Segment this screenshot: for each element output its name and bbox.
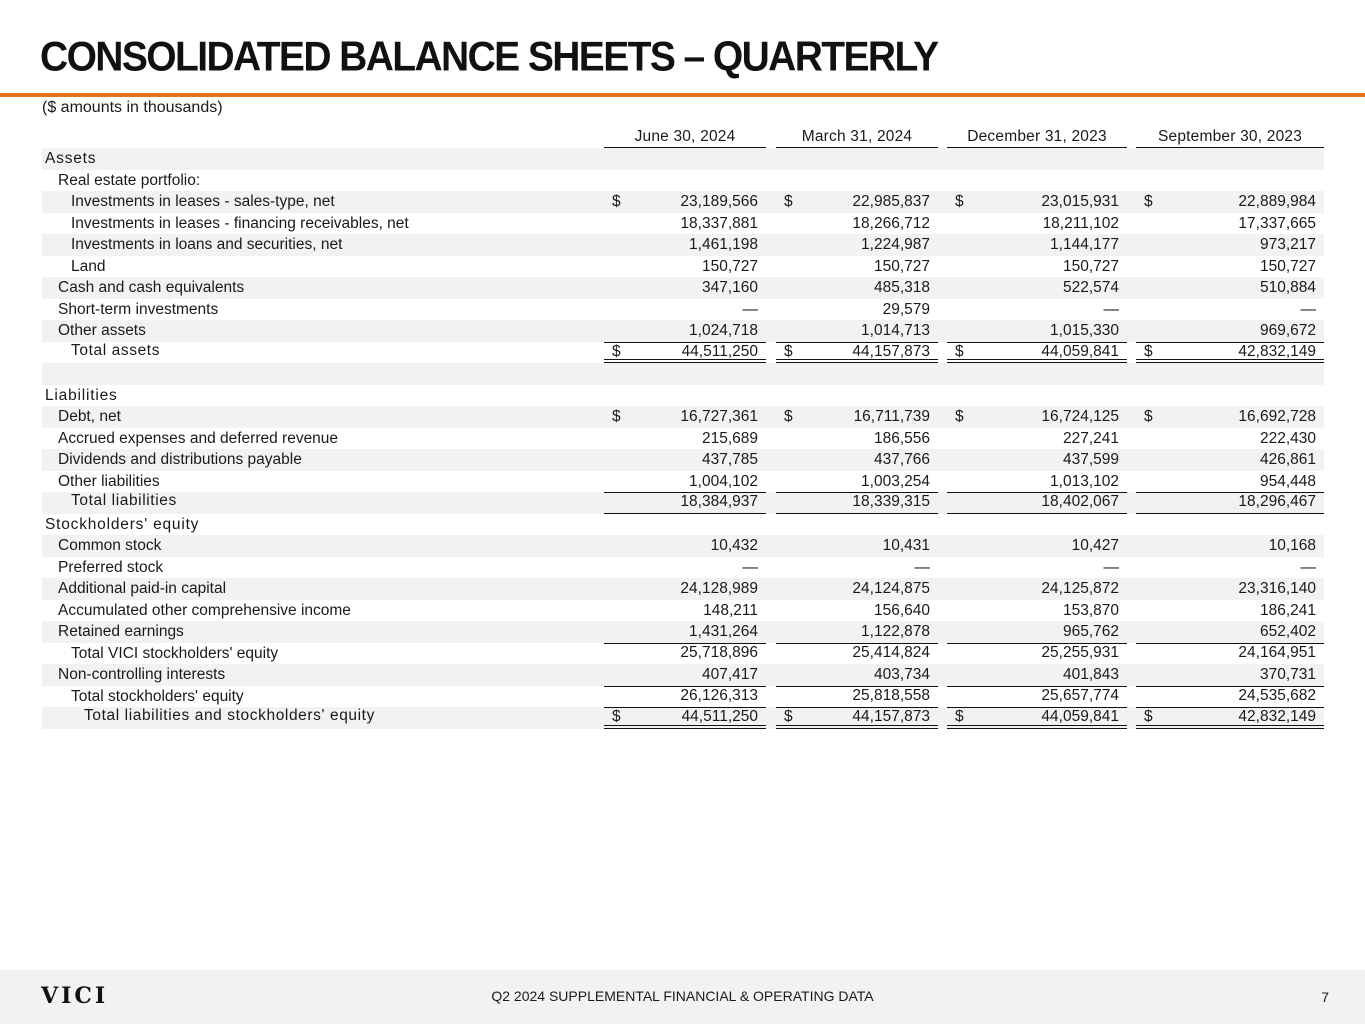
cell-value: —: [1103, 300, 1119, 318]
value-cell: [776, 191, 938, 213]
cell-value: 10,168: [1268, 537, 1316, 554]
value-cell: [604, 342, 766, 364]
value-cell: [776, 643, 938, 665]
row-label: Additional paid-in capital: [58, 580, 227, 597]
value-cell: [776, 578, 938, 600]
cell-value: 16,724,125: [1041, 408, 1119, 425]
cell-value: 370,731: [1259, 666, 1316, 683]
table-row: [42, 406, 1324, 428]
row-label: Total VICI stockholders' equity: [71, 644, 279, 662]
value-cell: [776, 535, 938, 557]
cell-value: 25,818,558: [852, 686, 930, 704]
table-row: [42, 299, 1324, 321]
cell-value: 24,535,682: [1238, 686, 1316, 704]
value-cell: [1136, 449, 1324, 471]
cell-value: 1,224,987: [861, 236, 930, 253]
value-cell: [1136, 277, 1324, 299]
currency-symbol: $: [612, 193, 621, 210]
cell-value: 227,241: [1062, 429, 1119, 447]
value-cell: [947, 557, 1127, 579]
value-cell: [776, 277, 938, 299]
cell-value: 29,579: [882, 300, 930, 318]
table-row: [42, 256, 1324, 278]
cell-value: 23,015,931: [1041, 193, 1119, 210]
table-row: [42, 643, 1324, 665]
value-cell: [776, 686, 938, 708]
cell-value: 18,266,712: [852, 214, 930, 232]
value-cell: [947, 277, 1127, 299]
value-cell: [604, 621, 766, 643]
value-cell: [947, 578, 1127, 600]
cell-value: 24,124,875: [852, 580, 930, 597]
spacer-row: [42, 363, 1324, 385]
value-cell: [604, 535, 766, 557]
cell-value: 24,125,872: [1041, 580, 1119, 597]
cell-value: 25,718,896: [680, 643, 758, 661]
value-cell: [947, 471, 1127, 493]
cell-value: —: [742, 558, 758, 576]
cell-value: 652,402: [1259, 623, 1316, 640]
value-cell: [604, 471, 766, 493]
table-row: [42, 664, 1324, 686]
value-cell: [776, 234, 938, 256]
value-cell: [776, 213, 938, 235]
value-cell: [604, 449, 766, 471]
value-cell: [604, 299, 766, 321]
cell-value: 186,241: [1259, 601, 1316, 619]
cell-value: 1,122,878: [861, 623, 930, 640]
total-row: [42, 342, 1324, 364]
cell-value: 25,414,824: [852, 643, 930, 661]
value-cell: [604, 686, 766, 708]
currency-symbol: $: [955, 193, 964, 210]
cell-value: 485,318: [873, 279, 930, 296]
currency-symbol: $: [784, 193, 793, 210]
value-cell: [604, 557, 766, 579]
value-cell: [1136, 578, 1324, 600]
value-cell: [947, 600, 1127, 622]
row-label: Short-term investments: [58, 300, 219, 318]
row-label: Non-controlling interests: [58, 666, 226, 683]
row-label: Other assets: [58, 322, 146, 339]
cell-value: 16,692,728: [1238, 408, 1316, 425]
row-label: Preferred stock: [58, 558, 164, 576]
cell-value: 44,157,873: [852, 342, 930, 360]
units-note: ($ amounts in thousands): [42, 99, 223, 116]
value-cell: [776, 621, 938, 643]
value-cell: [604, 213, 766, 235]
value-cell: [604, 191, 766, 213]
value-cell: [604, 707, 766, 729]
currency-symbol: $: [1144, 408, 1153, 425]
table-row: [42, 277, 1324, 299]
value-cell: [1136, 213, 1324, 235]
cell-value: 18,211,102: [1042, 214, 1119, 232]
value-cell: [1136, 320, 1324, 342]
value-cell: [1136, 707, 1324, 729]
cell-value: 148,211: [703, 601, 758, 619]
cell-value: 347,160: [701, 279, 758, 296]
cell-value: 22,985,837: [852, 193, 930, 210]
value-cell: [776, 664, 938, 686]
cell-value: 156,640: [873, 601, 930, 619]
value-cell: [1136, 234, 1324, 256]
page-number: 7: [1321, 989, 1329, 1005]
value-cell: [947, 492, 1127, 514]
currency-symbol: $: [784, 708, 793, 725]
value-cell: [1136, 406, 1324, 428]
cell-value: 150,727: [701, 257, 758, 275]
row-label: Liabilities: [45, 386, 118, 404]
total-row: [42, 492, 1324, 514]
currency-symbol: $: [955, 708, 964, 725]
value-cell: [776, 406, 938, 428]
title-divider: [0, 93, 1365, 97]
row-label: Land: [71, 257, 106, 275]
table-row: [42, 621, 1324, 643]
row-label: Investments in leases - sales-type, net: [71, 193, 335, 210]
value-cell: [776, 600, 938, 622]
section-header-row: [42, 385, 1324, 407]
table-row: [42, 535, 1324, 557]
cell-value: 17,337,665: [1238, 214, 1316, 232]
cell-value: 153,870: [1062, 601, 1119, 619]
cell-value: 522,574: [1062, 279, 1119, 296]
row-label: Total stockholders' equity: [71, 687, 244, 705]
value-cell: [776, 320, 938, 342]
value-cell: [604, 492, 766, 514]
cell-value: 22,889,984: [1238, 193, 1316, 210]
value-cell: [947, 686, 1127, 708]
section-header-row: [42, 514, 1324, 536]
cell-value: 18,402,067: [1041, 493, 1119, 510]
cell-value: 1,004,102: [689, 472, 758, 490]
cell-value: 1,003,254: [861, 472, 930, 490]
value-cell: [1136, 471, 1324, 493]
row-label: Assets: [45, 150, 97, 167]
cell-value: 26,126,313: [680, 686, 758, 704]
cell-value: 44,059,841: [1041, 708, 1119, 725]
cell-value: 18,337,881: [680, 214, 758, 232]
value-cell: [776, 471, 938, 493]
cell-value: —: [1300, 300, 1316, 318]
cell-value: 510,884: [1259, 279, 1316, 296]
row-label: Total liabilities and stockholders' equity: [84, 707, 375, 724]
cell-value: 10,427: [1071, 537, 1119, 554]
currency-symbol: $: [1144, 342, 1153, 360]
cell-value: 437,766: [873, 451, 930, 468]
value-cell: [604, 234, 766, 256]
value-cell: [1136, 600, 1324, 622]
table-row: [42, 600, 1324, 622]
row-label: Cash and cash equivalents: [58, 279, 245, 296]
cell-value: 401,843: [1062, 666, 1119, 683]
row-label: Common stock: [58, 537, 162, 554]
value-cell: [604, 406, 766, 428]
currency-symbol: $: [1144, 708, 1153, 725]
value-cell: [1136, 492, 1324, 514]
value-cell: [604, 320, 766, 342]
value-cell: [1136, 535, 1324, 557]
cell-value: 150,727: [1062, 257, 1119, 275]
currency-symbol: $: [612, 408, 621, 425]
currency-symbol: $: [612, 342, 621, 360]
table-row: [42, 428, 1324, 450]
row-label: Stockholders' equity: [45, 515, 200, 533]
cell-value: 16,711,739: [853, 408, 930, 425]
value-cell: [1136, 342, 1324, 364]
value-cell: [1136, 428, 1324, 450]
table-row: [42, 578, 1324, 600]
currency-symbol: $: [784, 342, 793, 360]
cell-value: —: [1103, 558, 1119, 576]
cell-value: 42,832,149: [1238, 708, 1316, 725]
cell-value: 16,727,361: [680, 408, 758, 425]
value-cell: [947, 621, 1127, 643]
cell-value: 18,339,315: [852, 493, 930, 510]
cell-value: 18,296,467: [1238, 493, 1316, 510]
value-cell: [1136, 643, 1324, 665]
table-row: [42, 191, 1324, 213]
currency-symbol: $: [612, 708, 621, 725]
cell-value: 407,417: [701, 666, 758, 683]
section-header-row: [42, 148, 1324, 170]
cell-value: 403,734: [873, 666, 930, 683]
cell-value: 25,255,931: [1041, 643, 1119, 661]
value-cell: [1136, 557, 1324, 579]
value-cell: [1136, 256, 1324, 278]
cell-value: 1,014,713: [861, 322, 930, 339]
cell-value: 23,316,140: [1238, 580, 1316, 597]
value-cell: [604, 600, 766, 622]
column-header: March 31, 2024: [776, 126, 938, 148]
cell-value: 42,832,149: [1238, 342, 1316, 360]
value-cell: [947, 213, 1127, 235]
value-cell: [776, 342, 938, 364]
value-cell: [947, 449, 1127, 471]
cell-value: —: [742, 300, 758, 318]
cell-value: 1,015,330: [1050, 322, 1119, 339]
row-label: Retained earnings: [58, 623, 184, 640]
value-cell: [1136, 299, 1324, 321]
value-cell: [947, 299, 1127, 321]
value-cell: [604, 428, 766, 450]
cell-value: 18,384,937: [680, 493, 758, 510]
table-row: [42, 686, 1324, 708]
value-cell: [947, 320, 1127, 342]
cell-value: 44,059,841: [1041, 342, 1119, 360]
cell-value: 1,431,264: [689, 623, 758, 640]
currency-symbol: $: [1144, 193, 1153, 210]
table-row: [42, 471, 1324, 493]
cell-value: 150,727: [1259, 257, 1316, 275]
cell-value: 1,024,718: [689, 322, 758, 339]
cell-value: 150,727: [873, 257, 930, 275]
row-label: Total assets: [71, 341, 161, 359]
currency-symbol: $: [784, 408, 793, 425]
table-row: [42, 557, 1324, 579]
row-label: Other liabilities: [58, 472, 160, 490]
row-label: Dividends and distributions payable: [58, 451, 302, 468]
value-cell: [776, 707, 938, 729]
cell-value: 222,430: [1259, 429, 1316, 447]
row-label: Accumulated other comprehensive income: [58, 601, 351, 619]
cell-value: 1,144,177: [1050, 236, 1119, 253]
row-label: Investments in loans and securities, net: [71, 236, 343, 253]
value-cell: [947, 191, 1127, 213]
cell-value: 973,217: [1259, 236, 1316, 253]
value-cell: [947, 535, 1127, 557]
value-cell: [947, 406, 1127, 428]
value-cell: [1136, 664, 1324, 686]
cell-value: 10,431: [882, 537, 930, 554]
cell-value: 186,556: [873, 429, 930, 447]
cell-value: 10,432: [710, 537, 758, 554]
column-header: September 30, 2023: [1136, 126, 1324, 148]
cell-value: 23,189,566: [680, 193, 758, 210]
currency-symbol: $: [955, 342, 964, 360]
cell-value: —: [1300, 558, 1316, 576]
table-row: [42, 234, 1324, 256]
cell-value: 24,128,989: [680, 580, 758, 597]
cell-value: 1,013,102: [1050, 472, 1119, 490]
value-cell: [604, 277, 766, 299]
cell-value: 965,762: [1062, 623, 1119, 640]
column-headers: [0, 126, 1365, 148]
cell-value: 437,599: [1062, 451, 1119, 468]
row-label: Real estate portfolio:: [58, 171, 201, 189]
value-cell: [947, 234, 1127, 256]
cell-value: 437,785: [701, 451, 758, 468]
footer-title: Q2 2024 SUPPLEMENTAL FINANCIAL & OPERATING DATA: [491, 988, 874, 1004]
value-cell: [947, 428, 1127, 450]
cell-value: 24,164,951: [1238, 643, 1316, 661]
currency-symbol: $: [955, 408, 964, 425]
balance-sheet-table: [42, 148, 1324, 729]
footer: [0, 970, 1365, 1024]
row-label: Debt, net: [58, 408, 121, 425]
table-row: [42, 170, 1324, 192]
value-cell: [1136, 686, 1324, 708]
value-cell: [776, 449, 938, 471]
value-cell: [947, 643, 1127, 665]
row-label: Total liabilities: [71, 492, 177, 509]
value-cell: [604, 578, 766, 600]
value-cell: [947, 256, 1127, 278]
cell-value: 44,511,250: [681, 342, 758, 360]
cell-value: 44,157,873: [852, 708, 930, 725]
value-cell: [604, 256, 766, 278]
value-cell: [776, 428, 938, 450]
value-cell: [1136, 621, 1324, 643]
value-cell: [947, 664, 1127, 686]
value-cell: [1136, 191, 1324, 213]
table-row: [42, 449, 1324, 471]
table-row: [42, 213, 1324, 235]
value-cell: [604, 643, 766, 665]
cell-value: 215,689: [701, 429, 758, 447]
row-label: Accrued expenses and deferred revenue: [58, 429, 339, 447]
cell-value: 969,672: [1259, 322, 1316, 339]
column-header: June 30, 2024: [604, 126, 766, 148]
cell-value: 1,461,198: [689, 236, 758, 253]
cell-value: —: [914, 558, 930, 576]
total-row: [42, 707, 1324, 729]
cell-value: 25,657,774: [1041, 686, 1119, 704]
row-label: Investments in leases - financing receivables, net: [71, 214, 409, 232]
value-cell: [776, 557, 938, 579]
value-cell: [776, 256, 938, 278]
value-cell: [776, 299, 938, 321]
cell-value: 954,448: [1259, 472, 1316, 490]
value-cell: [947, 342, 1127, 364]
cell-value: 44,511,250: [681, 708, 758, 725]
value-cell: [776, 492, 938, 514]
page-title: CONSOLIDATED BALANCE SHEETS – QUARTERLY: [40, 34, 938, 81]
cell-value: 426,861: [1259, 451, 1316, 468]
table-row: [42, 320, 1324, 342]
column-header: December 31, 2023: [947, 126, 1127, 148]
value-cell: [604, 664, 766, 686]
value-cell: [947, 707, 1127, 729]
vici-logo: VICI: [41, 983, 109, 1009]
